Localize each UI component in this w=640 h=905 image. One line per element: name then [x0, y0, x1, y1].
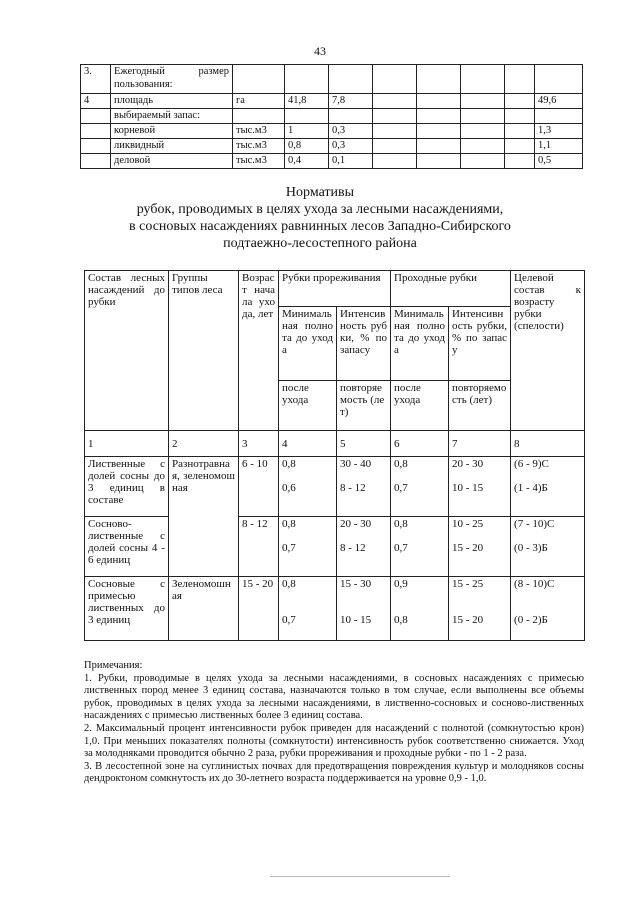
table-cell: [505, 109, 535, 124]
title-line-4: подтаежно-лесостепного района: [223, 236, 417, 251]
table-cell: [373, 109, 417, 124]
table-cell: [505, 124, 535, 139]
table-cell: [535, 65, 583, 94]
table-cell: [285, 109, 329, 124]
column-number: 3: [239, 431, 279, 457]
column-number: 7: [449, 431, 511, 457]
usage-table: [80, 64, 583, 169]
table-cell: [417, 154, 461, 169]
header-age: Возраст начала ухода, лет: [239, 271, 279, 431]
note-2: 2. Максимальный процент интенсивности рубок приведен для насаждений с полнотой (сомкнутостью крон) 1,0. При меньших показателях полноты (сомкнутости) интенсивность рубок соответственно снижается. Уход за молодняками проводится обычно 2 раза, рубки прореживания и проходные рубки - по 1 - 2 раза.: [84, 722, 584, 760]
table-cell: 0,3: [329, 124, 373, 139]
header-forest-types: Группы типов леса: [169, 271, 239, 431]
note-1: 1. Рубки, проводимые в целях ухода за лесными насаждениями, в сосновых насаждениях с примесью лиственных пород менее 3 единиц состава, назначаются только в том случае, если выполнены все объемы рубок, проводимых в целях ухода за лесными насаждениями, в лиственно-сосновых и сосново-лиственных насаждениях с примесью лиственных более 3 единиц состава.: [84, 672, 584, 722]
group1-pass-density: 0,8 0,7: [391, 457, 449, 517]
table-cell: [505, 139, 535, 154]
table-row: [81, 154, 583, 169]
table-cell: га: [233, 94, 285, 109]
table-cell: ликвидный: [111, 139, 233, 154]
column-number: 2: [169, 431, 239, 457]
header-after-care-2: после ухода: [391, 381, 449, 431]
group3-forest-type: Зеленомошная: [169, 577, 239, 641]
group1-composition: Лиственные с долей сосны до 3 единиц в составе: [85, 457, 169, 517]
notes-heading: Примечания:: [84, 660, 143, 671]
group3-thin-density: 0,8 0,7: [279, 577, 337, 641]
table-cell: 49,6: [535, 94, 583, 109]
header-min-density: Минимальная полнота до ухода: [279, 307, 337, 381]
table-cell: [373, 154, 417, 169]
header-after-care: после ухода: [279, 381, 337, 431]
table-cell: [373, 94, 417, 109]
group1-target: (6 - 9)С (1 - 4)Б: [511, 457, 585, 517]
table-cell: 4: [81, 94, 111, 109]
table-cell: [373, 124, 417, 139]
table-cell: [81, 139, 111, 154]
title-line-1: Нормативы: [285, 185, 355, 200]
table-row: [81, 65, 583, 94]
group3-thin-intensity: 15 - 30 10 - 15: [337, 577, 391, 641]
header-intensity-2: Интенсивность рубки, % по запасу: [449, 307, 511, 381]
table-cell: [417, 139, 461, 154]
table-row: [81, 109, 583, 124]
header-min-density-2: Минимальная полнота до ухода: [391, 307, 449, 381]
group2-pass-intensity: 10 - 25 15 - 20: [449, 517, 511, 577]
table-cell: 7,8: [329, 94, 373, 109]
table-cell: [285, 65, 329, 94]
table-cell: 0,5: [535, 154, 583, 169]
table-row: [81, 124, 583, 139]
table-cell: тыс.м3: [233, 124, 285, 139]
group2-thin-density: 0,8 0,7: [279, 517, 337, 577]
table-cell: [417, 124, 461, 139]
group3-composition: Сосновые с примесью лиственных до 3 единиц: [85, 577, 169, 641]
header-composition: Состав лесных насаждений до рубки: [85, 271, 169, 431]
group1-thin-intensity: 30 - 40 8 - 12: [337, 457, 391, 517]
table-row: [85, 517, 585, 577]
table-cell: тыс.м3: [233, 139, 285, 154]
group1-pass-intensity: 20 - 30 10 - 15: [449, 457, 511, 517]
group3-age: 15 - 20: [239, 577, 279, 641]
table-cell: [461, 124, 505, 139]
group3-pass-density: 0,9 0,8: [391, 577, 449, 641]
title-line-3: в сосновых насаждениях равнинных лесов Западно-Сибирского: [129, 219, 511, 234]
group1-age: 6 - 10: [239, 457, 279, 517]
footer-divider: [270, 876, 450, 877]
column-number: 6: [391, 431, 449, 457]
group2-pass-density: 0,8 0,7: [391, 517, 449, 577]
column-number: 1: [85, 431, 169, 457]
table-cell: [417, 65, 461, 94]
table-cell: 0,3: [329, 139, 373, 154]
table-cell: 1,1: [535, 139, 583, 154]
table-row: [81, 139, 583, 154]
table-cell: [505, 65, 535, 94]
norms-table: [84, 270, 585, 641]
table-cell: [505, 94, 535, 109]
column-number: 5: [337, 431, 391, 457]
table-cell: [461, 65, 505, 94]
table-cell: 41,8: [285, 94, 329, 109]
table-cell: [81, 109, 111, 124]
header-repeat: повторяемость (лет): [337, 381, 391, 431]
header-target: Целевой состав к возрасту рубки (спелости): [511, 271, 585, 431]
document-title: [0, 184, 640, 252]
table-cell: тыс.м3: [233, 154, 285, 169]
table-cell: [461, 109, 505, 124]
header-repeat-2: повторяемость (лет): [449, 381, 511, 431]
group2-age: 8 - 12: [239, 517, 279, 577]
notes: [84, 660, 584, 786]
table-cell: 3.: [81, 65, 111, 94]
header-intensity: Интенсивность рубки, % по запасу: [337, 307, 391, 381]
page-number: 43: [314, 44, 326, 58]
group1-forest-type: Разнотравная, зеленомошная: [169, 457, 239, 577]
table-cell: [373, 65, 417, 94]
column-number: 8: [511, 431, 585, 457]
table-cell: площадь: [111, 94, 233, 109]
table-cell: [417, 109, 461, 124]
table-cell: [373, 139, 417, 154]
group2-composition: Сосново-лиственные с долей сосны 4 - 6 единиц: [85, 517, 169, 577]
table-cell: [81, 154, 111, 169]
table-cell: 1,3: [535, 124, 583, 139]
table-cell: [233, 109, 285, 124]
table-cell: [461, 139, 505, 154]
table-cell: 0,8: [285, 139, 329, 154]
header-thinning: Рубки прореживания: [279, 271, 391, 307]
table-cell: 1: [285, 124, 329, 139]
title-line-2: рубок, проводимых в целях ухода за лесными насаждениями,: [136, 202, 504, 217]
table-cell: [461, 154, 505, 169]
table-cell: 0,1: [329, 154, 373, 169]
group3-target: (8 - 10)С (0 - 2)Б: [511, 577, 585, 641]
table-cell: [461, 94, 505, 109]
group2-thin-intensity: 20 - 30 8 - 12: [337, 517, 391, 577]
table-cell: [81, 124, 111, 139]
table-cell: [505, 154, 535, 169]
table-cell: деловой: [111, 154, 233, 169]
table-row: [85, 577, 585, 641]
header-passage: Проходные рубки: [391, 271, 511, 307]
table-cell: Ежегодный размер пользования:: [111, 65, 233, 94]
table-cell: 0,4: [285, 154, 329, 169]
table-cell: [233, 65, 285, 94]
table-cell: [329, 109, 373, 124]
group3-pass-intensity: 15 - 25 15 - 20: [449, 577, 511, 641]
table-cell: выбираемый запас:: [111, 109, 233, 124]
table-row: [81, 94, 583, 109]
table-row: [85, 457, 585, 517]
group2-target: (7 - 10)С (0 - 3)Б: [511, 517, 585, 577]
table-cell: [535, 109, 583, 124]
table-cell: корневой: [111, 124, 233, 139]
group1-thin-density: 0,8 0,6: [279, 457, 337, 517]
note-3: 3. В лесостепной зоне на суглинистых почвах для предотвращения повреждения культур и молодняков сосны дендроктоном сомкнутость их до 30-летнего возраста поддерживается на уровне 0,9 - 1,0.: [84, 760, 584, 785]
column-number: 4: [279, 431, 337, 457]
table-cell: [417, 94, 461, 109]
table-cell: [329, 65, 373, 94]
